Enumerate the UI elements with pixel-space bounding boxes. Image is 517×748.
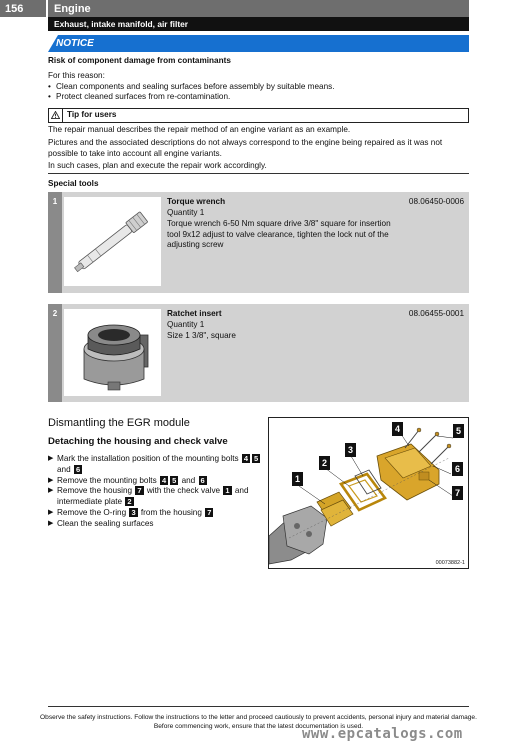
tool-row-ratchet-insert: [48, 304, 469, 402]
tip-box: [48, 108, 469, 123]
figure-code: 00073882-1: [435, 559, 465, 566]
step-item: [48, 476, 263, 487]
tip-label: Tip for users: [67, 110, 117, 119]
section-title: Exhaust, intake manifold, air filter: [48, 17, 469, 31]
callout-6: 6: [452, 462, 463, 476]
callout-1: 1: [292, 472, 303, 486]
step-text: and intermediate plate: [57, 486, 249, 507]
tool-name: Ratchet insert: [167, 309, 222, 318]
notice-bullet-text: Clean components and sealing surfaces before assembly by suitable means.: [56, 81, 335, 91]
page-number: 156: [0, 0, 46, 17]
ref-badge: 2: [127, 497, 132, 507]
egr-exploded-figure: [268, 417, 469, 569]
procedure-steps: [48, 454, 263, 530]
warning-triangle-icon: [49, 109, 63, 122]
footer-divider: [48, 706, 469, 707]
notice-bullet: • Protect cleaned surfaces from re-contamination.: [48, 92, 231, 102]
notice-banner: [48, 35, 469, 52]
tool-part-number: 08.06450-0006: [408, 197, 464, 206]
notice-heading: Risk of component damage from contaminants: [48, 56, 231, 65]
tip-paragraph: Pictures and the associated descriptions do not always correspond to the engine being repaired as it was not possible to take into account all engine variants.: [48, 137, 443, 158]
divider: [48, 173, 469, 174]
chapter-title: Engine: [48, 0, 469, 17]
step-text: Mark the installation position of the mounting bolts: [57, 454, 239, 463]
tool-name: Torque wrench: [167, 197, 226, 206]
arrow-right-icon: ▶: [48, 476, 54, 484]
callout-4: 4: [392, 422, 403, 436]
notice-bullet: • Clean components and sealing surfaces before assembly by suitable means.: [48, 81, 335, 91]
arrow-right-icon: ▶: [48, 455, 54, 462]
step-text: Remove the mounting bolts: [57, 475, 157, 485]
notice-label: NOTICE: [56, 38, 94, 49]
tip-paragraph: In such cases, plan and execute the repair work accordingly.: [48, 161, 267, 171]
step-text: with the check valve: [146, 486, 221, 496]
callout-7: 7: [452, 486, 463, 500]
notice-body: [48, 56, 469, 103]
watermark: www.epcatalogs.com: [302, 726, 463, 742]
ref-badge: 1: [225, 486, 230, 496]
ref-badge: 7: [207, 508, 212, 518]
tip-paragraph: The repair manual describes the repair method of an engine variant as an example.: [48, 125, 351, 134]
callout-3: 3: [345, 443, 356, 457]
step-text: from the housing: [140, 508, 202, 518]
special-tools-heading: Special tools: [48, 179, 99, 188]
notice-corner: [48, 35, 58, 52]
tip-body: [48, 125, 469, 172]
ref-badge: 4: [161, 475, 167, 485]
step-item: [48, 486, 263, 508]
callout-2: 2: [319, 456, 330, 470]
ref-badge: 5: [172, 475, 177, 485]
step-item: [48, 519, 263, 530]
step-text: and: [181, 475, 196, 485]
arrow-right-icon: ▶: [48, 519, 54, 527]
tool-number: 2: [48, 304, 62, 402]
ref-badge: 6: [75, 464, 81, 474]
step-text: and: [57, 464, 71, 474]
ref-badge: 5: [254, 454, 259, 463]
tool-row-torque-wrench: [48, 192, 469, 293]
step-item: [48, 508, 263, 519]
tool-part-number: 08.06455-0001: [408, 309, 464, 318]
ref-badge: 6: [200, 475, 205, 485]
notice-intro: For this reason:: [48, 70, 105, 80]
step-text: Clean the sealing surfaces: [57, 518, 154, 528]
step-item: [48, 454, 263, 476]
tool-description: Quantity 1 Torque wrench 6-50 Nm square drive 3/8" square for insertion tool 9x12 adjust to valve clearance, tighten the lock nut of the adjusting screw: [167, 208, 391, 250]
arrow-right-icon: ▶: [48, 487, 54, 495]
procedure-title: Dismantling the EGR module: [48, 417, 190, 429]
ref-badge: 7: [137, 486, 142, 496]
ref-badge: 4: [243, 454, 249, 463]
step-text: Remove the O-ring: [57, 508, 127, 518]
step-text: Remove the housing: [57, 486, 133, 496]
torque-wrench-image: [64, 197, 161, 286]
notice-bullet-text: Protect cleaned surfaces from re-contamination.: [56, 92, 231, 102]
procedure-subtitle: Detaching the housing and check valve: [48, 436, 228, 447]
tool-number: 1: [48, 192, 62, 293]
tool-description: Quantity 1 Size 1 3/8", square: [167, 320, 236, 340]
footer-safety-text: Observe the safety instructions. Follow the instructions to the letter and proceed cautiously to prevent accidents, personal injury and material damage. Before commencing work, ensure that the latest documentation is used.: [40, 714, 477, 730]
callout-5: 5: [453, 424, 464, 438]
ratchet-insert-image: [64, 309, 161, 396]
ref-badge: 3: [131, 508, 136, 518]
arrow-right-icon: ▶: [48, 509, 54, 517]
